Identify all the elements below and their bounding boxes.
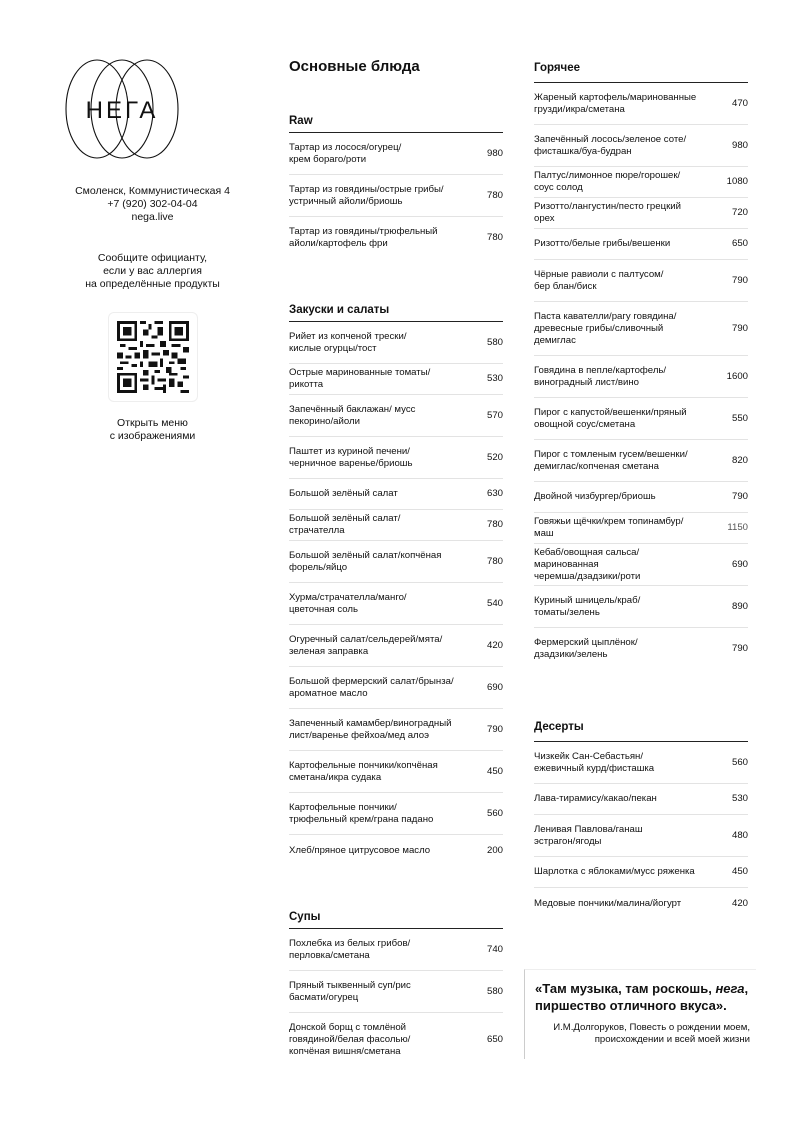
menu-item-name-line: Большой фермерский салат/брынза/ (289, 675, 454, 687)
menu-item-name (289, 938, 463, 962)
menu-item-name-line: Хлеб/пряное цитрусовое масло (289, 844, 431, 856)
menu-item-name (289, 718, 463, 742)
allergy-note-line: на определённые продукты (85, 278, 220, 290)
menu-item-name-line: Кебаб/овощная сальса/маринованная (534, 546, 640, 570)
menu-item-name (534, 866, 708, 878)
menu-item-name-line: Запечённый лосось/зеленое соте/ (534, 133, 687, 145)
menu-item-name-line: Паштет из куриной печени/ (289, 445, 410, 457)
menu-item (289, 510, 503, 541)
page-title: Основные блюда (289, 58, 420, 75)
menu-item (289, 929, 503, 971)
menu-item (534, 302, 748, 356)
contact-block (60, 185, 245, 224)
menu-item-name-line: грузди/икра/сметана (534, 103, 625, 115)
menu-item-name-line: сметана/икра судака (289, 771, 382, 783)
address: Смоленск, Коммунистическая 4 (75, 185, 230, 197)
menu-item-name-line: Пирог с томленым гусем/вешенки/ (534, 448, 688, 460)
menu-item (289, 395, 503, 437)
menu-item-price: 550 (731, 412, 748, 424)
section-raw (289, 112, 503, 259)
menu-item-name-line: черемша/дзадзики/роти (534, 570, 641, 582)
menu-item-name-line: древесные грибы/сливочный (534, 322, 664, 334)
menu-item-name (289, 676, 463, 700)
menu-item-name-line: крем бораго/роти (289, 153, 367, 165)
menu-item-name-line: томаты/зелень (534, 606, 600, 618)
menu-item-price: 450 (486, 765, 503, 777)
menu-item-name-line: Запеченный камамбер/виноградный (289, 717, 452, 729)
menu-item-name-line: Паста кавателли/рагу говядина/ (534, 310, 677, 322)
menu-item (534, 815, 748, 857)
menu-item-name-line: перловка/сметана (289, 949, 370, 961)
menu-item-name-line: черничное варенье/бриошь (289, 457, 413, 469)
menu-item-name (534, 92, 708, 116)
menu-item (289, 175, 503, 217)
menu-item-name-line: зеленая заправка (289, 645, 369, 657)
menu-item-name-line: Картофельные пончики/копчёная (289, 759, 438, 771)
menu-item (289, 793, 503, 835)
menu-item-name (289, 446, 463, 470)
section-soups (289, 908, 503, 1067)
quote-text (535, 980, 756, 1014)
menu-item-name (289, 760, 463, 784)
menu-item (534, 125, 748, 167)
menu-item-name-line: виноградный лист/вино (534, 376, 639, 388)
menu-item-price: 650 (486, 1034, 503, 1045)
menu-item-name (534, 311, 708, 347)
quote-author-line: происхождении и всей моей жизни (594, 1034, 750, 1045)
menu-item-name-line: Пирог с капустой/вешенки/пряный (534, 406, 687, 418)
menu-item-name (534, 170, 708, 194)
menu-item-price: 650 (731, 238, 748, 249)
menu-item-price: 790 (731, 274, 748, 286)
menu-item-name-line: Картофельные пончики/ (289, 801, 397, 813)
menu-item-name (534, 516, 708, 540)
menu-item-name (289, 634, 463, 658)
menu-item-name (289, 404, 463, 428)
quote-author (535, 1022, 756, 1046)
menu-item-name-line: пекорино/айоли (289, 415, 360, 427)
menu-item (289, 583, 503, 625)
menu-item-price: 790 (731, 491, 748, 502)
menu-item-name-line: Чизкейк Сан-Себастьян/ (534, 750, 643, 762)
menu-item (534, 229, 748, 260)
menu-item-name-line: Лава-тирамису/какао/пекан (534, 793, 657, 804)
menu-item-price: 790 (486, 723, 503, 735)
menu-item-name-line: фисташка/буа-будран (534, 145, 632, 157)
menu-item-name (534, 595, 708, 619)
menu-item-price: 1150 (727, 522, 748, 533)
menu-item-name (289, 550, 463, 574)
section-title: Raw (289, 115, 313, 127)
menu-item-name-line: дзадзики/зелень (534, 649, 608, 660)
menu-item-price: 820 (731, 454, 748, 466)
menu-item-name-line: ароматное масло (289, 687, 368, 699)
menu-item-price: 530 (731, 793, 748, 804)
menu-item-price: 790 (731, 643, 748, 654)
menu-item-name-line: Говяжьи щёчки/крем топинамбур/маш (534, 516, 684, 539)
menu-item-price: 580 (486, 985, 503, 997)
menu-item-price: 530 (486, 373, 503, 384)
menu-item (534, 398, 748, 440)
menu-item-name-line: бер блан/биск (534, 280, 597, 292)
menu-item-name (534, 269, 708, 293)
menu-item-name (289, 513, 463, 537)
menu-item (289, 541, 503, 583)
menu-item-name (534, 407, 708, 431)
quote-block (524, 969, 756, 1059)
menu-item (534, 260, 748, 302)
menu-item-name-line: цветочная соль (289, 603, 359, 615)
menu-item-name (534, 449, 708, 473)
logo-text: НЕГА (85, 97, 159, 124)
menu-item (289, 1013, 503, 1067)
menu-item (289, 709, 503, 751)
menu-item-name-line: Ризотто/лангустин/песто грецкий орех (534, 201, 681, 224)
menu-item-name-line: Тартар из говядины/трюфельный (289, 226, 438, 237)
menu-item-price: 720 (731, 207, 748, 218)
menu-item (534, 356, 748, 398)
menu-item-name-line: Огуречный салат/сельдерей/мята/ (289, 633, 443, 645)
menu-item-name-line: Похлебка из белых грибов/ (289, 937, 411, 949)
menu-item-price: 480 (731, 829, 748, 841)
menu-item-name (289, 980, 463, 1004)
menu-item-name (289, 802, 463, 826)
menu-item-name-line: эстрагон/ягоды (534, 835, 602, 847)
menu-item-name (534, 637, 708, 661)
menu-item-name-line: Фермерский цыплёнок/ (534, 637, 638, 648)
menu-item (289, 322, 503, 364)
menu-item-price: 780 (486, 189, 503, 201)
website[interactable]: nega.live (131, 211, 174, 223)
menu-item-name-line: кислые огурцы/тост (289, 342, 377, 354)
menu-item-name-line: Большой зелёный салат (289, 488, 398, 499)
menu-item-price: 420 (731, 897, 748, 909)
menu-item-name-line: соус солод (534, 182, 583, 193)
menu-item-name (534, 201, 708, 225)
menu-item-name (534, 134, 708, 158)
menu-item-price: 520 (486, 451, 503, 463)
quote-part: «Там музыка, там роскошь, (535, 981, 716, 996)
menu-item-name-line: Говядина в пепле/картофель/ (534, 364, 667, 376)
menu-item-name-line: копчёная вишня/сметана (289, 1046, 401, 1057)
logo (52, 58, 192, 160)
menu-item-name-line: Запечённый баклажан/ мусс (289, 403, 416, 415)
menu-item-name-line: лист/варенье фейхоа/мед алоэ (289, 729, 429, 741)
section-title: Супы (289, 911, 321, 923)
menu-item-name-line: Ризотто/белые грибы/вешенки (534, 238, 671, 249)
menu-item-price: 690 (731, 558, 748, 570)
section-title: Закуски и салаты (289, 304, 390, 316)
menu-item (289, 217, 503, 259)
menu-item-name-line: овощной соус/сметана (534, 418, 636, 430)
menu-item-name-line: ежевичный курд/фисташка (534, 762, 655, 774)
menu-item-name-line: Острые маринованные томаты/рикотта (289, 367, 431, 390)
section-title: Десерты (534, 721, 584, 733)
menu-item-name (289, 367, 463, 391)
menu-item-price: 580 (486, 336, 503, 348)
menu-item (534, 784, 748, 815)
menu-item-name (289, 1022, 463, 1058)
menu-item-name-line: форель/яйцо (289, 561, 348, 573)
menu-item-price: 980 (731, 139, 748, 151)
menu-item-name-line: Хурма/страчателла/манго/ (289, 591, 407, 603)
qr-caption-line: Открыть меню (117, 417, 188, 429)
menu-item-name-line: басмати/огурец (289, 991, 359, 1003)
section-starters (289, 301, 503, 866)
menu-item-name-line: Большой зелёный салат/страчателла (289, 513, 401, 536)
menu-item (289, 364, 503, 395)
quote-part: пиршество отличного вкуса». (535, 998, 727, 1013)
section-desserts (534, 718, 748, 919)
quote-part: , (744, 981, 749, 996)
menu-item-price: 560 (731, 756, 748, 768)
qr-code-icon[interactable] (108, 312, 198, 402)
menu-item-name (534, 238, 708, 250)
menu-item (534, 198, 748, 229)
menu-item (289, 835, 503, 866)
menu-item-name-line: демиглас/копченая сметана (534, 460, 659, 472)
menu-item-price: 540 (486, 597, 503, 609)
menu-item-name (289, 592, 463, 616)
menu-item-name (534, 898, 708, 910)
menu-item-name-line: Жареный картофель/маринованные (534, 91, 697, 103)
menu-item-price: 560 (486, 807, 503, 819)
menu-item (534, 628, 748, 670)
menu-item-name (289, 845, 463, 857)
quote-emphasis: нега (715, 981, 745, 996)
menu-item (534, 83, 748, 125)
menu-item-name (534, 751, 708, 775)
menu-item-name-line: айоли/картофель фри (289, 238, 388, 249)
menu-item (289, 667, 503, 709)
menu-item-name-line: Медовые пончики/малина/йогурт (534, 897, 682, 909)
menu-item (534, 857, 748, 888)
menu-item-name-line: Куриный шницель/краб/ (534, 594, 641, 606)
section-title: Горячее (534, 62, 581, 74)
menu-item (289, 437, 503, 479)
menu-item-name (289, 488, 463, 500)
menu-item-price: 690 (486, 681, 503, 693)
allergy-note-line: Сообщите официанту, (97, 252, 208, 264)
menu-item-name-line: говядиной/белая фасолью/ (289, 1034, 411, 1045)
allergy-note-line: если у вас аллергия (103, 265, 202, 277)
menu-item-name-line: Ленивая Павлова/ганаш (534, 823, 643, 835)
menu-item-price: 1080 (726, 176, 748, 187)
menu-item (534, 742, 748, 784)
menu-item-name (534, 793, 708, 805)
menu-item-name-line: Рийет из копченой трески/ (289, 330, 407, 342)
menu-item-price: 570 (486, 409, 503, 421)
menu-item (534, 586, 748, 628)
menu-item-name (534, 547, 708, 583)
menu-item (534, 167, 748, 198)
menu-item-price: 470 (731, 97, 748, 109)
menu-item-price: 780 (486, 555, 503, 567)
menu-item-price: 740 (486, 943, 503, 955)
menu-item-price: 200 (486, 844, 503, 856)
section-hot (534, 59, 748, 670)
menu-item-name-line: демиглас (534, 334, 576, 346)
menu-item-name-line: устричный айоли/бриошь (289, 195, 403, 207)
menu-item-price: 890 (731, 600, 748, 612)
menu-item-name-line: Двойной чизбургер/бриошь (534, 491, 656, 502)
menu-item (534, 482, 748, 513)
menu-item-name-line: Чёрные равиоли с палтусом/ (534, 268, 664, 280)
menu-item-name (534, 824, 708, 848)
menu-item-name-line: Палтус/лимонное пюре/горошек/ (534, 170, 681, 181)
menu-item (289, 479, 503, 510)
menu-item (289, 625, 503, 667)
menu-item-name (534, 491, 708, 503)
menu-item (534, 440, 748, 482)
allergy-note (60, 252, 245, 291)
menu-item-name-line: Тартар из говядины/острые грибы/ (289, 183, 444, 195)
menu-item-price: 780 (486, 519, 503, 530)
menu-item-price: 790 (731, 322, 748, 334)
quote-author-line: И.М.Долгоруков, Повесть о рождении моем, (553, 1022, 750, 1033)
menu-item-price: 450 (731, 866, 748, 877)
menu-item-name (289, 331, 463, 355)
menu-item-name (289, 184, 463, 208)
menu-item-name-line: Донской борщ с томлёной (289, 1022, 407, 1033)
menu-item-name (289, 226, 463, 250)
menu-item-name-line: Большой зелёный салат/копчёная (289, 549, 442, 561)
menu-item (534, 888, 748, 919)
menu-item-price: 780 (486, 232, 503, 243)
menu-item-price: 980 (486, 147, 503, 159)
menu-item (289, 133, 503, 175)
menu-item (289, 751, 503, 793)
menu-item-name-line: Шарлотка с яблоками/мусс ряженка (534, 866, 695, 877)
menu-item (534, 513, 748, 544)
qr-caption-line: с изображениями (109, 430, 196, 442)
menu-item (289, 971, 503, 1013)
qr-caption (60, 417, 245, 443)
menu-item-name (534, 365, 708, 389)
menu-item-name (289, 142, 463, 166)
menu-item-name-line: Пряный тыквенный суп/рис (289, 979, 411, 991)
menu-item-name-line: Тартар из лосося/огурец/ (289, 141, 402, 153)
menu-item-price: 420 (486, 639, 503, 651)
menu-item-price: 630 (486, 488, 503, 499)
menu-item (534, 544, 748, 586)
menu-item-name-line: трюфельный крем/грана падано (289, 813, 434, 825)
menu-item-price: 1600 (726, 370, 748, 382)
phone[interactable]: +7 (920) 302-04-04 (107, 198, 198, 210)
